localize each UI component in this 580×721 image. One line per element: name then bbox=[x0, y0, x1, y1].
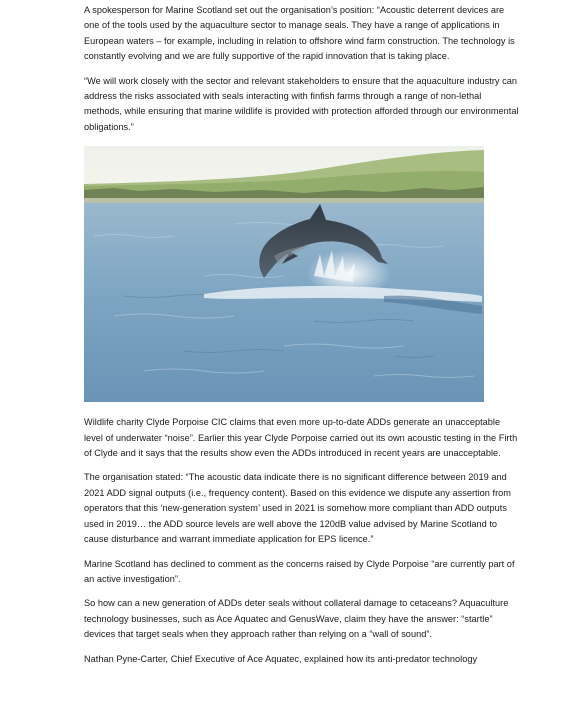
paragraph-marine-scotland-statement: A spokesperson for Marine Scotland set out the organisation’s position: “Acoustic deterrent devices are one of the tools used by the aquaculture sector to manage seals. They have a range of applications in European waters – for example, including in relation to offshore wind farm construction. The technology is constantly evolving and we are fully supportive of the rapid innovation that is taking place. bbox=[84, 5, 515, 62]
paragraph-clyde-porpoise-claims: Wildlife charity Clyde Porpoise CIC claims that even more up-to-date ADDs generate an unacceptable level of underwater “noise”. Earlier this year Clyde Porpoise carried out its own acoustic testing in the Firth of Clyde and it says that the results show even the ADDs introduced in recent years are unacceptable. bbox=[84, 417, 518, 459]
dolphin-photo bbox=[84, 146, 484, 402]
paragraph-nathan-pyne-carter: Nathan Pyne-Carter, Chief Executive of Ace Aquatec, explained how its anti-predator technology bbox=[84, 653, 478, 664]
paragraph-organisation-statement: The organisation stated: “The acoustic data indicate there is no significant difference between 2019 and 2021 ADD signal outputs (i.e., frequency content). Based on this evidence we dispute any assertion from operators that this ‘new-generation system’ used in 2021 is somehow more compliant than ADD outputs used in 2019… the ADD source levels are well above the 120dB value advised by Marine Scotland to cause disturbance and warrant immediate application for EPS licence.” bbox=[84, 472, 511, 545]
paragraph-startle-devices: So how can a new generation of ADDs deter seals without collateral damage to cetaceans? Aquaculture technology businesses, such as Ace Aquatec and GenusWave, claim they have the answer: “startle” devices that target seals when they approach rather than relying on a “wall of sound”. bbox=[84, 598, 509, 640]
paragraph-marine-scotland-quote: “We will work closely with the sector and relevant stakeholders to ensure that the aquaculture industry can address the risks associated with seals interacting with finfish farms through a range of non-lethal methods, while ensuring that marine wildlife is provided with protection afforded through our environmental obligations.” bbox=[84, 75, 519, 132]
paragraph-marine-scotland-declined: Marine Scotland has declined to comment as the concerns raised by Clyde Porpoise “are currently part of an active investigation”. bbox=[84, 558, 515, 584]
dolphin-photo-illustration bbox=[84, 146, 484, 402]
